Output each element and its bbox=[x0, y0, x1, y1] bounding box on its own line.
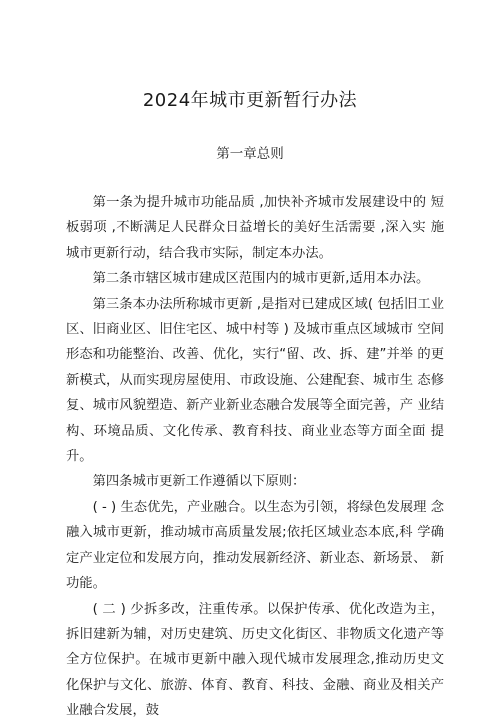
paragraph-article-4: 第四条城市更新工作遵循以下原则： bbox=[92, 474, 306, 490]
paragraph-principle-2: ( 二 ) 少拆多改，注重传承。以保护传承、优化改造为主， 拆旧建新为辅，对历史建筑、历史文化街区、非物质文化遗产等 全方位保护。在城市更新中融入现代城市发展理念,推动历史文 化保护与文化、旅游、体育、教育、科技、金融、商业及相关产 业融合发展，鼓 bbox=[66, 601, 444, 719]
paragraph-article-2: 第二条市辖区城市建成区范围内的城市更新,适用本办法。 bbox=[92, 271, 430, 287]
chapter-heading: 第一章总则 bbox=[216, 146, 284, 162]
paragraph-principle-1: ( - ) 生态优先，产业融合。以生态为引领，将绿色发展理 念融入城市更新，推动城市高质量发展;依托区域业态本底,科 学确定产业定位和发展方向，推动发展新经济、新业态、新场景、 新功能。 bbox=[66, 499, 444, 592]
document-title: 2024年城市更新暂行办法 bbox=[142, 90, 358, 111]
document-body bbox=[66, 190, 444, 724]
paragraph-article-1: 第一条为提升城市功能品质 ,加快补齐城市发展建设中的 短板弱项 ,不断满足人民群众日益增长的美好生活需要 ,深入实 施城市更新行动，结合我市实际，制定本办法。 bbox=[66, 195, 444, 261]
paragraph-article-3: 第三条本办法所称城市更新 ,是指对已建成区域( 包括旧工业区、旧商业区、旧住宅区、城中村等 ) 及城市重点区域城市 空间形态和功能整治、改善、优化，实行“留、改、拆、建”并举 的更新模式，从而实现房屋使用、市政设施、公建配套、城市生 态修复、城市风貌塑造、新产业新业态融合发展等全面完善，产 业结构、环境品质、文化传承、教育科技、商业业态等方面全面 提升。 bbox=[66, 296, 444, 465]
